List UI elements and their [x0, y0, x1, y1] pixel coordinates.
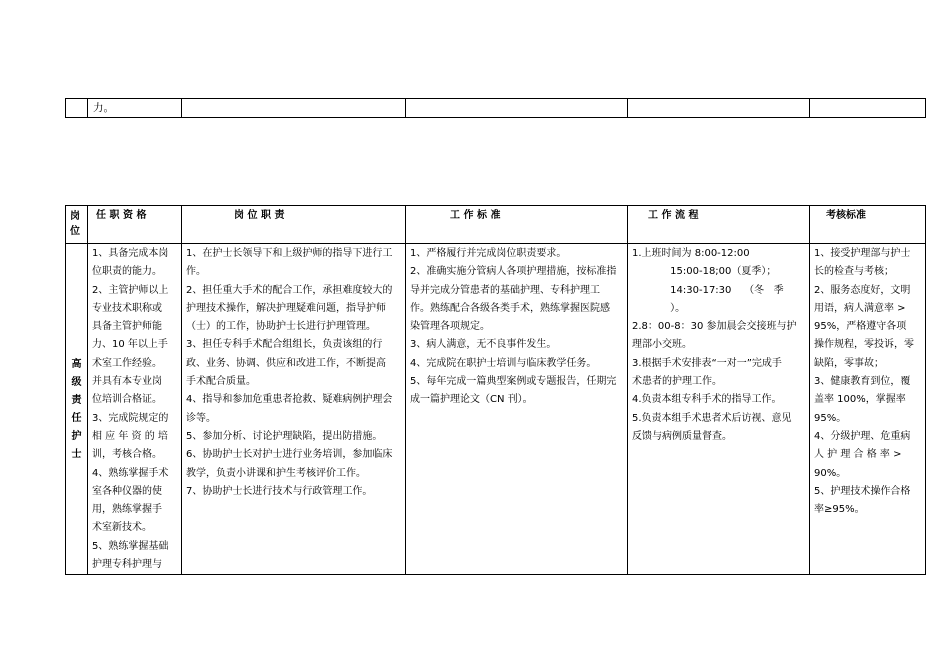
- standard-line: 2、准确实施分管病人各项护理措施，按标准指: [410, 266, 617, 278]
- assessment-line: 操作规程，零投诉，零: [814, 339, 914, 351]
- header-process: 工 作 流 程: [628, 206, 810, 244]
- post-cell-empty: [66, 99, 88, 118]
- assessment-line: 90%。: [814, 467, 847, 479]
- post-title-char: 任: [71, 412, 82, 424]
- post-title-char: 级: [71, 376, 82, 388]
- standard-line: 染管理各项规定。: [410, 321, 490, 333]
- standard-line: 3、病人满意，无不良事件发生。: [410, 339, 557, 351]
- qualification-line: 2、主管护师以上: [92, 284, 169, 296]
- qualification-line: 并具有本专业岗: [92, 376, 162, 388]
- post-title-char: 护: [71, 430, 82, 442]
- process-line: 14:30-17:30 （冬 季: [632, 284, 784, 296]
- duty-line: 7、协助护士长进行技术与行政管理工作。: [186, 485, 373, 497]
- standards-cell-empty: [406, 99, 628, 118]
- qualification-line: 具备主管护师能: [92, 321, 162, 333]
- duties-cell-empty: [182, 99, 406, 118]
- process-cell-empty: [628, 99, 810, 118]
- duties-cell: [182, 244, 406, 575]
- post-title-char: 责: [71, 394, 82, 406]
- assessment-cell: [810, 244, 926, 575]
- duty-line: 诊等。: [186, 412, 216, 424]
- duty-line: 6、协助护士长对护士进行业务培训，参加临床: [186, 449, 393, 461]
- assessment-line: 率≥95%。: [814, 504, 865, 516]
- standards-cell: [406, 244, 628, 575]
- header-post: 岗 位: [66, 206, 88, 244]
- duty-line: 5、参加分析、讨论护理缺陷，提出防措施。: [186, 430, 383, 442]
- qualification-line: 3、完成院规定的: [92, 412, 169, 424]
- assessment-line: 人 护 理 合 格 率 >: [814, 449, 902, 461]
- process-line: 15:00-18;00（夏季）；: [632, 266, 777, 278]
- assessment-cell-empty: [810, 99, 926, 118]
- process-line: 3.根据手术安排表“一对一”完成手: [632, 357, 782, 369]
- content-row: [66, 244, 926, 575]
- duty-line: 手术配合质量。: [186, 376, 256, 388]
- standard-line: 成一篇护理论文（CN 刊）。: [410, 394, 533, 406]
- qualification-line: 位职责的能力。: [92, 266, 162, 278]
- assessment-line: 5、护理技术操作合格: [814, 485, 911, 497]
- process-line: 术患者的护理工作。: [632, 376, 722, 388]
- qualification-continuation: 力。: [88, 99, 182, 118]
- duty-line: （士）的工作，协助护士长进行护理管理。: [186, 321, 376, 333]
- qualification-cell: [88, 244, 182, 575]
- standard-line: 导并完成分管患者的基础护理、专科护理工: [410, 284, 600, 296]
- process-line: 1.上班时间为 8:00-12:00: [632, 248, 750, 259]
- qualification-line: 术室新技术。: [92, 522, 152, 534]
- assessment-line: 1、接受护理部与护士: [814, 248, 911, 259]
- duty-line: 政、业务、协调、供应和改进工作，不断提高: [186, 357, 386, 369]
- job-description-table: [65, 205, 926, 575]
- qualification-line: 相 应 年 资 的 培: [92, 430, 168, 442]
- standard-line: 作。熟练配合各级各类手术，熟练掌握医院感: [410, 302, 610, 314]
- post-title: [66, 244, 88, 575]
- duty-line: 1、在护士长领导下和上级护师的指导下进行工: [186, 248, 393, 259]
- qualification-line: 训，考核合格。: [92, 449, 162, 461]
- qualification-line: 用，熟练掌握手: [92, 504, 162, 516]
- standard-line: 1、严格履行并完成岗位职责要求。: [410, 248, 567, 259]
- assessment-line: 3、健康教育到位，覆: [814, 376, 911, 388]
- duty-line: 作。: [186, 266, 206, 278]
- qualification-line: 术室工作经验。: [92, 357, 162, 369]
- assessment-line: 用语，病人满意率 >: [814, 302, 906, 314]
- assessment-line: 盖率 100%，掌握率: [814, 394, 906, 406]
- standard-line: 4、完成院在职护士培训与临床教学任务。: [410, 357, 597, 369]
- qualification-line: 1、具备完成本岗: [92, 248, 169, 259]
- header-assessment: 考核标准: [810, 206, 926, 244]
- continuation-table: [65, 98, 926, 118]
- assessment-line: 4、分级护理、危重病: [814, 430, 911, 442]
- assessment-line: 缺陷，零事故；: [814, 357, 884, 369]
- post-title-char: 高: [71, 358, 82, 370]
- header-row: [66, 206, 926, 244]
- standard-line: 5、每年完成一篇典型案例或专题报告，任期完: [410, 376, 617, 388]
- process-line: ）。: [632, 302, 686, 314]
- duty-line: 3、担任专科手术配合组组长，负责该组的行: [186, 339, 383, 351]
- qualification-line: 专业技术职称或: [92, 302, 162, 314]
- qualification-line: 室各种仪器的使: [92, 485, 162, 497]
- process-line: 5.负责本组手术患者术后访视、意见: [632, 412, 792, 424]
- assessment-line: 95%，严格遵守各项: [814, 321, 907, 333]
- process-line: 理部小交班。: [632, 339, 692, 351]
- assessment-line: 2、服务态度好，文明: [814, 284, 911, 296]
- qualification-line: 4、熟练掌握手术: [92, 467, 169, 479]
- post-title-char: 士: [71, 448, 82, 460]
- qualification-line: 护理专科护理与: [92, 559, 162, 571]
- duty-line: 教学，负责小讲课和护生考核评价工作。: [186, 467, 366, 479]
- header-qualification: 任 职 资 格: [88, 206, 182, 244]
- qualification-line: 力、10 年以上手: [92, 339, 168, 351]
- assessment-line: 长的检查与考核；: [814, 266, 894, 278]
- duty-line: 护理技术操作，解决护理疑难问题，指导护师: [186, 302, 386, 314]
- qualification-line: 5、熟练掌握基础: [92, 540, 169, 552]
- header-standards: 工 作 标 准: [406, 206, 628, 244]
- process-cell: [628, 244, 810, 575]
- continuation-row: [66, 99, 926, 118]
- header-duties: 岗 位 职 责: [182, 206, 406, 244]
- duty-line: 4、指导和参加危重患者抢救、疑难病例护理会: [186, 394, 393, 406]
- assessment-line: 95%。: [814, 412, 847, 424]
- process-line: 反馈与病例质量督查。: [632, 430, 732, 442]
- process-line: 4.负责本组专科手术的指导工作。: [632, 394, 782, 406]
- duty-line: 2、担任重大手术的配合工作，承担难度较大的: [186, 284, 393, 296]
- qualification-line: 位培训合格证。: [92, 394, 162, 406]
- process-line: 2.8：00-8：30 参加晨会交接班与护: [632, 321, 797, 333]
